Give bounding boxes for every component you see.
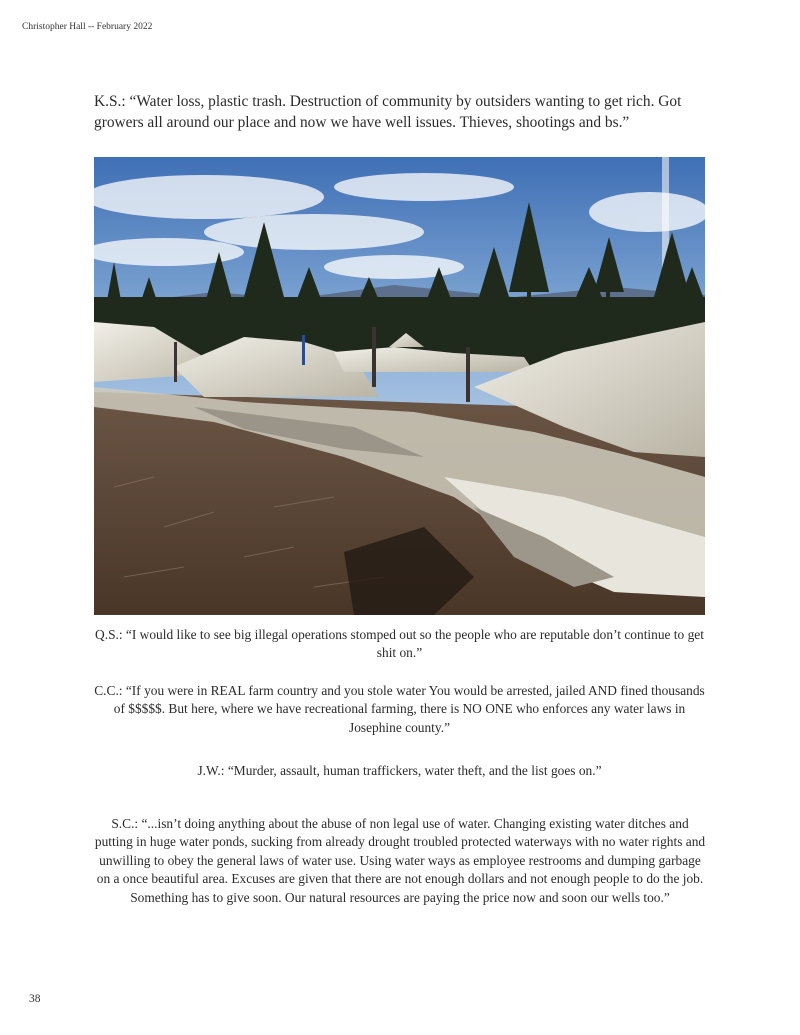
page-number: 38 bbox=[29, 993, 41, 1005]
running-head: Christopher Hall -- February 2022 bbox=[22, 22, 153, 32]
quote-cc: C.C.: “If you were in REAL farm country and you stole water You would be arrested, jailed AND fined thousands of $$$$$. But here, where we have recreational farming, there is NO ONE who enforces any water laws in Josephine county.” bbox=[94, 683, 705, 735]
photo-drawing bbox=[94, 157, 705, 615]
collapsed-greenhouses-photo bbox=[94, 157, 705, 615]
quote-jw: J.W.: “Murder, assault, human traffickers, water theft, and the list goes on.” bbox=[197, 763, 602, 778]
quote-ks: K.S.: “Water loss, plastic trash. Destruction of community by outsiders wanting to get rich. Got growers all around our place and now we have well issues. Thieves, shootings and bs.” bbox=[94, 93, 682, 131]
quote-qs: Q.S.: “I would like to see big illegal operations stomped out so the people who are reputable don’t continue to get shit on.” bbox=[95, 627, 704, 661]
quote-sc: S.C.: “...isn’t doing anything about the abuse of non legal use of water. Changing existing water ditches and putting in huge water ponds, sucking from already drought troubled protected waterways with no water rights and unwilling to obey the general laws of water use. Using water ways as employee restrooms and dumping garbage on a once beautiful area. Excuses are given that there are not enough dollars and not enough people to do the job. Something has to give soon. Our natural resources are paying the price now and soon our wells too.” bbox=[94, 816, 706, 905]
